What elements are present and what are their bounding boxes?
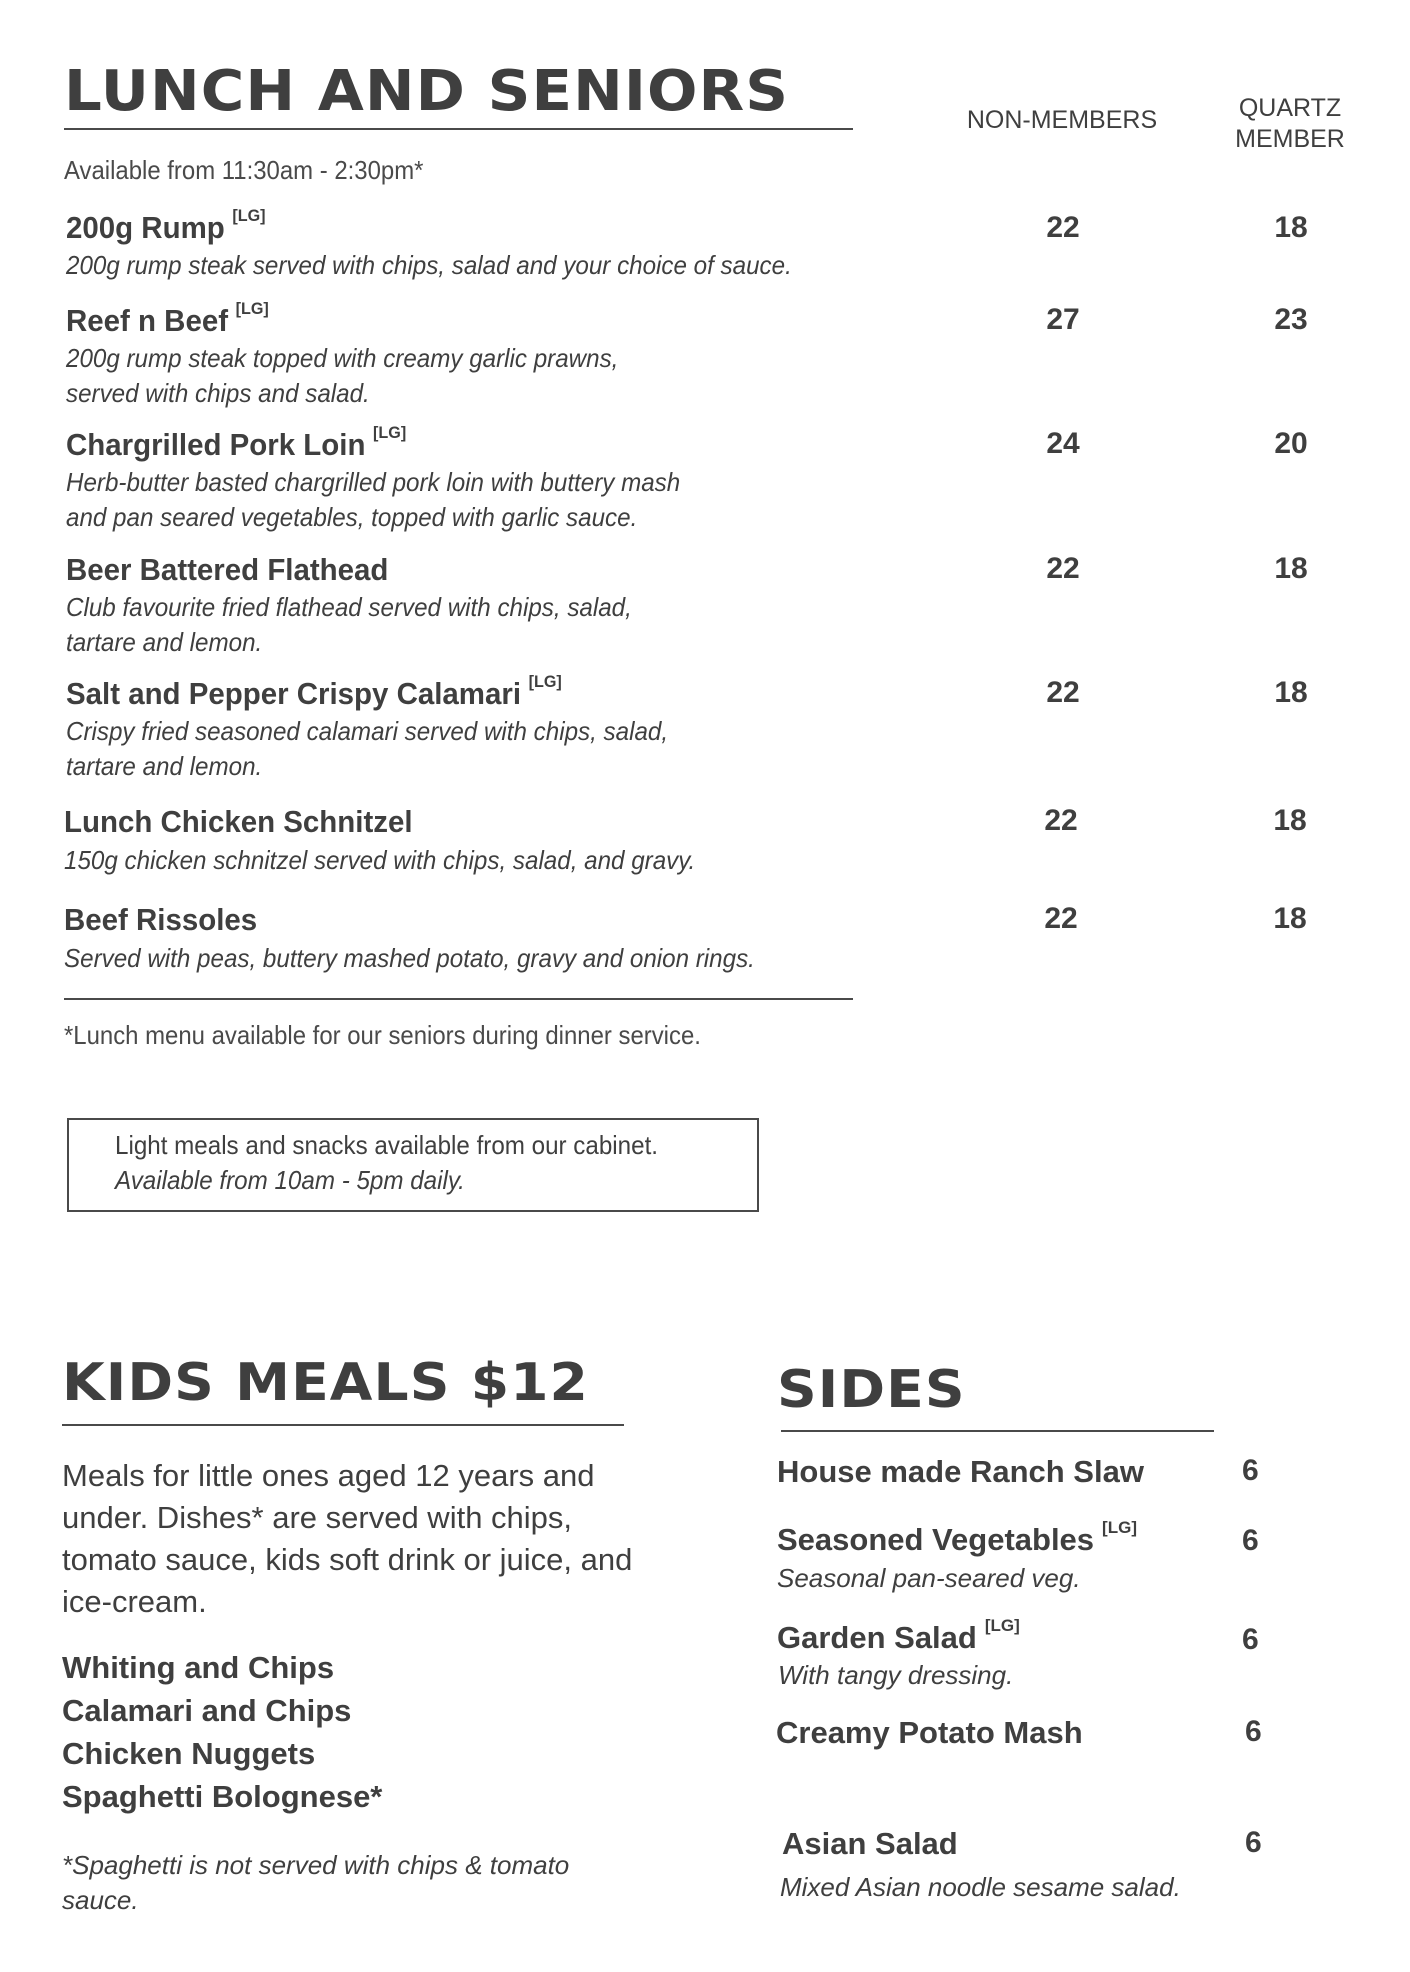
- side-item-desc: Mixed Asian noodle sesame salad.: [780, 1872, 1181, 1902]
- price-member: 18: [1273, 902, 1307, 935]
- lunch-item-desc: Served with peas, buttery mashed potato, gravy and onion rings.: [64, 943, 755, 973]
- lunch-footnote: *Lunch menu available for our seniors during dinner service.: [64, 1020, 701, 1050]
- lunch-item-name: 200g Rump [LG]: [66, 206, 266, 245]
- lunch-item-desc: 200g rump steak served with chips, salad and your choice of sauce.: [66, 250, 792, 280]
- price-non-member: 22: [1046, 676, 1080, 709]
- column-header-quartz-member: [1200, 93, 1380, 155]
- price-non-member: 27: [1046, 303, 1080, 336]
- kids-title-rule: [62, 1424, 624, 1426]
- sides-section-title: SIDES: [777, 1360, 966, 1420]
- cabinet-info-line2: Available from 10am - 5pm daily.: [115, 1165, 465, 1195]
- price-member: 20: [1274, 427, 1308, 460]
- lg-tag: [LG]: [235, 299, 269, 318]
- lg-tag: [LG]: [373, 423, 407, 442]
- lg-tag: [LG]: [528, 672, 562, 691]
- kids-items-list: [62, 1646, 382, 1818]
- lunch-item-name: Beef Rissoles: [64, 902, 258, 937]
- lunch-item-desc: Club favourite fried flathead served with chips, salad, tartare and lemon.: [66, 592, 632, 657]
- lg-tag: [LG]: [232, 206, 266, 225]
- lg-tag: [LG]: [984, 1616, 1020, 1635]
- side-price: 6: [1242, 1524, 1259, 1557]
- side-item-name: Seasoned Vegetables [LG]: [777, 1518, 1137, 1557]
- lunch-item-desc: 150g chicken schnitzel served with chips, salad, and gravy.: [64, 845, 696, 875]
- lunch-item-name: Reef n Beef [LG]: [66, 299, 269, 338]
- side-item-name: Asian Salad: [782, 1826, 958, 1861]
- price-non-member: 24: [1046, 427, 1080, 460]
- lunch-item-desc: Herb-butter basted chargrilled pork loin with buttery mash and pan seared vegetables, topped with garlic sauce.: [66, 467, 681, 532]
- price-member: 18: [1274, 676, 1308, 709]
- lunch-bottom-rule: [64, 998, 853, 1000]
- kids-item: Spaghetti Bolognese*: [62, 1779, 383, 1814]
- lunch-section-title: LUNCH AND SENIORS: [64, 59, 790, 124]
- lunch-item-name: Salt and Pepper Crispy Calamari [LG]: [66, 672, 562, 711]
- side-price: 6: [1245, 1715, 1262, 1748]
- side-price: 6: [1242, 1623, 1259, 1656]
- kids-item: Whiting and Chips: [62, 1650, 335, 1685]
- lunch-item-desc: Crispy fried seasoned calamari served with chips, salad, tartare and lemon.: [66, 716, 669, 781]
- lunch-item-name: Beer Battered Flathead: [66, 552, 389, 587]
- price-non-member: 22: [1046, 211, 1080, 244]
- price-member: 18: [1274, 552, 1308, 585]
- lunch-item-name: Lunch Chicken Schnitzel: [64, 804, 413, 839]
- side-price: 6: [1245, 1826, 1262, 1859]
- kids-section-title: KIDS MEALS $12: [62, 1353, 589, 1413]
- price-member: 18: [1274, 211, 1308, 244]
- kids-item: Chicken Nuggets: [62, 1736, 316, 1771]
- side-item-desc: With tangy dressing.: [778, 1660, 1014, 1690]
- lg-tag: [LG]: [1102, 1518, 1137, 1537]
- price-non-member: 22: [1044, 902, 1078, 935]
- price-member: 23: [1274, 303, 1308, 336]
- kids-note: *Spaghetti is not served with chips & tomato sauce.: [62, 1850, 570, 1915]
- cabinet-info-box: [67, 1118, 759, 1212]
- price-non-member: 22: [1044, 804, 1078, 837]
- side-item-name: House made Ranch Slaw: [777, 1454, 1144, 1489]
- sides-title-rule: [781, 1430, 1214, 1432]
- lunch-item-desc: 200g rump steak topped with creamy garlic prawns, served with chips and salad.: [66, 343, 619, 408]
- cabinet-info-line1: Light meals and snacks available from our cabinet.: [115, 1130, 659, 1160]
- lunch-availability: Available from 11:30am - 2:30pm*: [64, 155, 424, 185]
- side-item-name: Garden Salad [LG]: [777, 1616, 1020, 1655]
- side-price: 6: [1242, 1454, 1259, 1487]
- column-header-quartz-line1: QUARTZ: [1238, 94, 1342, 122]
- side-item-desc: Seasonal pan-seared veg.: [777, 1563, 1081, 1593]
- kids-item: Calamari and Chips: [62, 1693, 352, 1728]
- column-header-non-members: NON-MEMBERS: [966, 106, 1158, 134]
- lunch-item-name: Chargrilled Pork Loin [LG]: [66, 423, 407, 462]
- price-non-member: 22: [1046, 552, 1080, 585]
- side-item-name: Creamy Potato Mash: [776, 1715, 1083, 1750]
- price-member: 18: [1273, 804, 1307, 837]
- kids-intro: Meals for little ones aged 12 years and under. Dishes* are served with chips, tomato sauce, kids soft drink or juice, and ice-cream.: [62, 1458, 633, 1619]
- lunch-title-rule: [64, 128, 853, 130]
- column-header-quartz-line2: MEMBER: [1235, 125, 1345, 153]
